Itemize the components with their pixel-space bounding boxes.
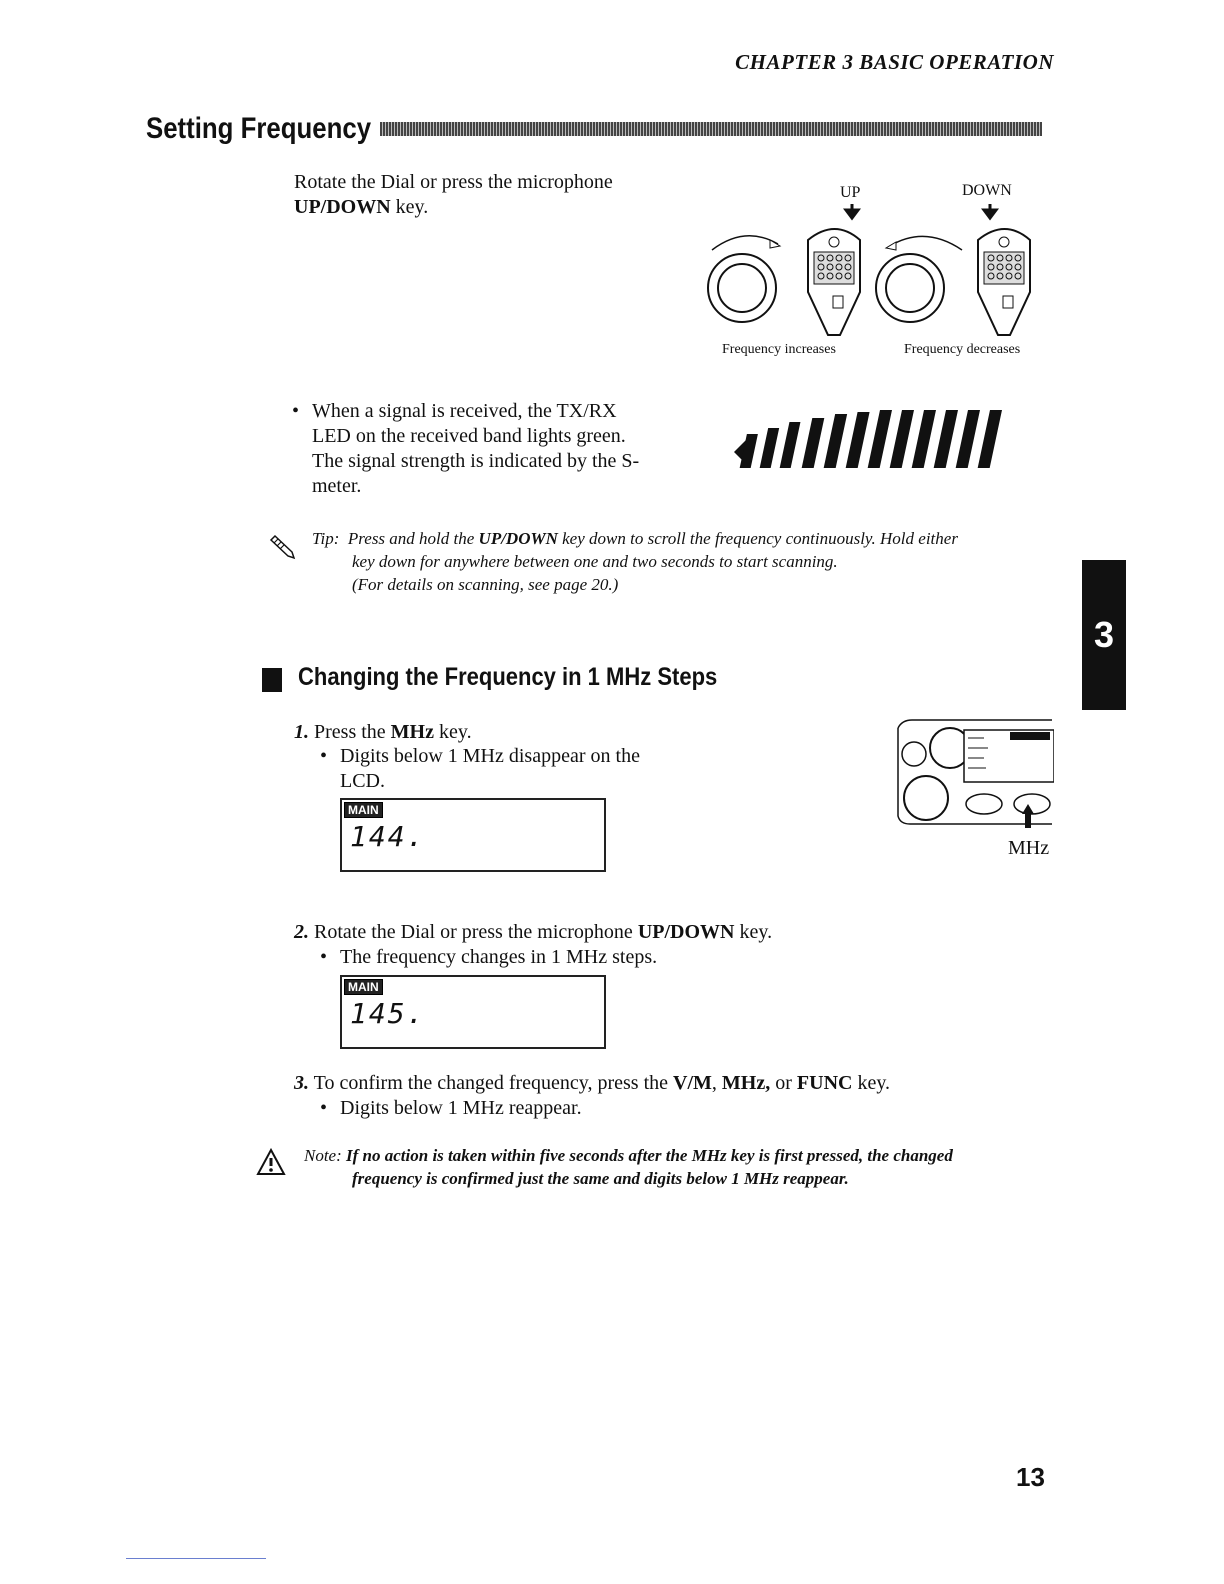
note-label: Note: xyxy=(304,1146,342,1165)
lcd-main-badge: MAIN xyxy=(344,979,383,995)
step-1-bullet-text xyxy=(340,744,680,794)
tip-line3: (For details on scanning, see page 20.) xyxy=(352,575,619,594)
pencil-icon xyxy=(268,534,298,560)
subsection-bullet-square xyxy=(262,668,282,692)
radio-panel-drawing xyxy=(892,718,1054,828)
warning-icon xyxy=(256,1148,286,1176)
tip-block xyxy=(312,527,1052,596)
step-3-pre: To confirm the changed frequency, press the xyxy=(313,1072,674,1094)
chapter-header: CHAPTER 3 BASIC OPERATION xyxy=(735,50,1054,74)
signal-bullet xyxy=(312,399,672,499)
intro-paragraph xyxy=(294,170,654,220)
lcd-display-1 xyxy=(340,798,606,872)
step-3-key-vm: V/M xyxy=(673,1072,712,1094)
step-3-number: 3. xyxy=(294,1072,309,1094)
step-1-bullet-line1: Digits below 1 MHz disappear on the xyxy=(340,745,640,767)
intro-key: UP/DOWN xyxy=(294,196,391,218)
step-1 xyxy=(294,720,694,745)
step-1-bullet xyxy=(340,744,680,794)
note-line2: frequency is confirmed just the same and digits below 1 MHz reappear. xyxy=(352,1169,849,1188)
intro-suffix: key. xyxy=(390,196,429,218)
step-1-number: 1. xyxy=(294,721,309,743)
step-1-pre: Press the xyxy=(314,721,391,743)
step-3-sep2: or xyxy=(770,1072,797,1094)
tip-label: Tip: xyxy=(312,529,340,548)
step-3-bullet xyxy=(340,1096,740,1121)
step-3-sep1: , xyxy=(711,1072,722,1094)
down-label: DOWN xyxy=(962,182,1012,199)
step-2-pre: Rotate the Dial or press the microphone xyxy=(314,921,638,943)
step-3-key-func: FUNC xyxy=(796,1072,853,1094)
chapter-tab: 3 xyxy=(1082,560,1126,710)
dial-microphone-figure xyxy=(700,178,1050,368)
step-2-bullet-text: • The frequency changes in 1 MHz steps. xyxy=(340,945,740,970)
dial-microphone-drawing xyxy=(700,200,1050,345)
caption-frequency-increases: Frequency increases xyxy=(722,342,836,357)
note-block xyxy=(304,1144,1064,1190)
tip-pre: Press and hold the xyxy=(347,529,479,548)
signal-line: LED on the received band lights green. xyxy=(312,425,626,447)
step-3-post: key. xyxy=(852,1072,891,1094)
lcd-main-badge: MAIN xyxy=(344,802,383,818)
page-number: 13 xyxy=(1016,1462,1045,1492)
step-2-key: UP/DOWN xyxy=(637,921,735,943)
step-1-bullet-line2: LCD. xyxy=(340,770,385,792)
section-title: Setting Frequency xyxy=(146,112,372,145)
up-label: UP xyxy=(840,184,861,201)
step-3-key-mhz: MHz, xyxy=(721,1072,771,1094)
step-1-key: MHz xyxy=(390,721,434,743)
step-3 xyxy=(294,1071,1014,1096)
signal-line: When a signal is received, the TX/RX xyxy=(312,400,617,422)
s-meter-graphic xyxy=(730,410,1020,480)
signal-line: meter. xyxy=(312,475,362,497)
step-2-number: 2. xyxy=(294,921,309,943)
tip-key: UP/DOWN xyxy=(478,529,558,548)
step-2 xyxy=(294,920,854,945)
step-2-bullet xyxy=(340,945,740,970)
mhz-key-label: MHz xyxy=(1008,837,1050,859)
step-3-bullet-text: • Digits below 1 MHz reappear. xyxy=(340,1096,740,1121)
note-line1: If no action is taken within five seconds after the MHz key is first pressed, the changed xyxy=(346,1146,953,1165)
lcd-digits: 145. xyxy=(350,997,426,1030)
signal-line: The signal strength is indicated by the S- xyxy=(312,450,640,472)
footer-rule xyxy=(126,1558,266,1559)
step-2-post: key. xyxy=(734,921,773,943)
title-rule xyxy=(380,122,1042,136)
subsection-title: Changing the Frequency in 1 MHz Steps xyxy=(298,663,718,691)
lcd-display-2 xyxy=(340,975,606,1049)
tip-line2: key down for anywhere between one and two seconds to start scanning. xyxy=(352,552,838,571)
lcd-digits: 144. xyxy=(350,820,426,853)
signal-bullet-text xyxy=(312,399,672,499)
step-1-post: key. xyxy=(433,721,472,743)
tip-post: key down to scroll the frequency continuously. Hold either xyxy=(557,529,958,548)
caption-frequency-decreases: Frequency decreases xyxy=(904,342,1021,357)
intro-line1: Rotate the Dial or press the microphone xyxy=(294,171,613,193)
